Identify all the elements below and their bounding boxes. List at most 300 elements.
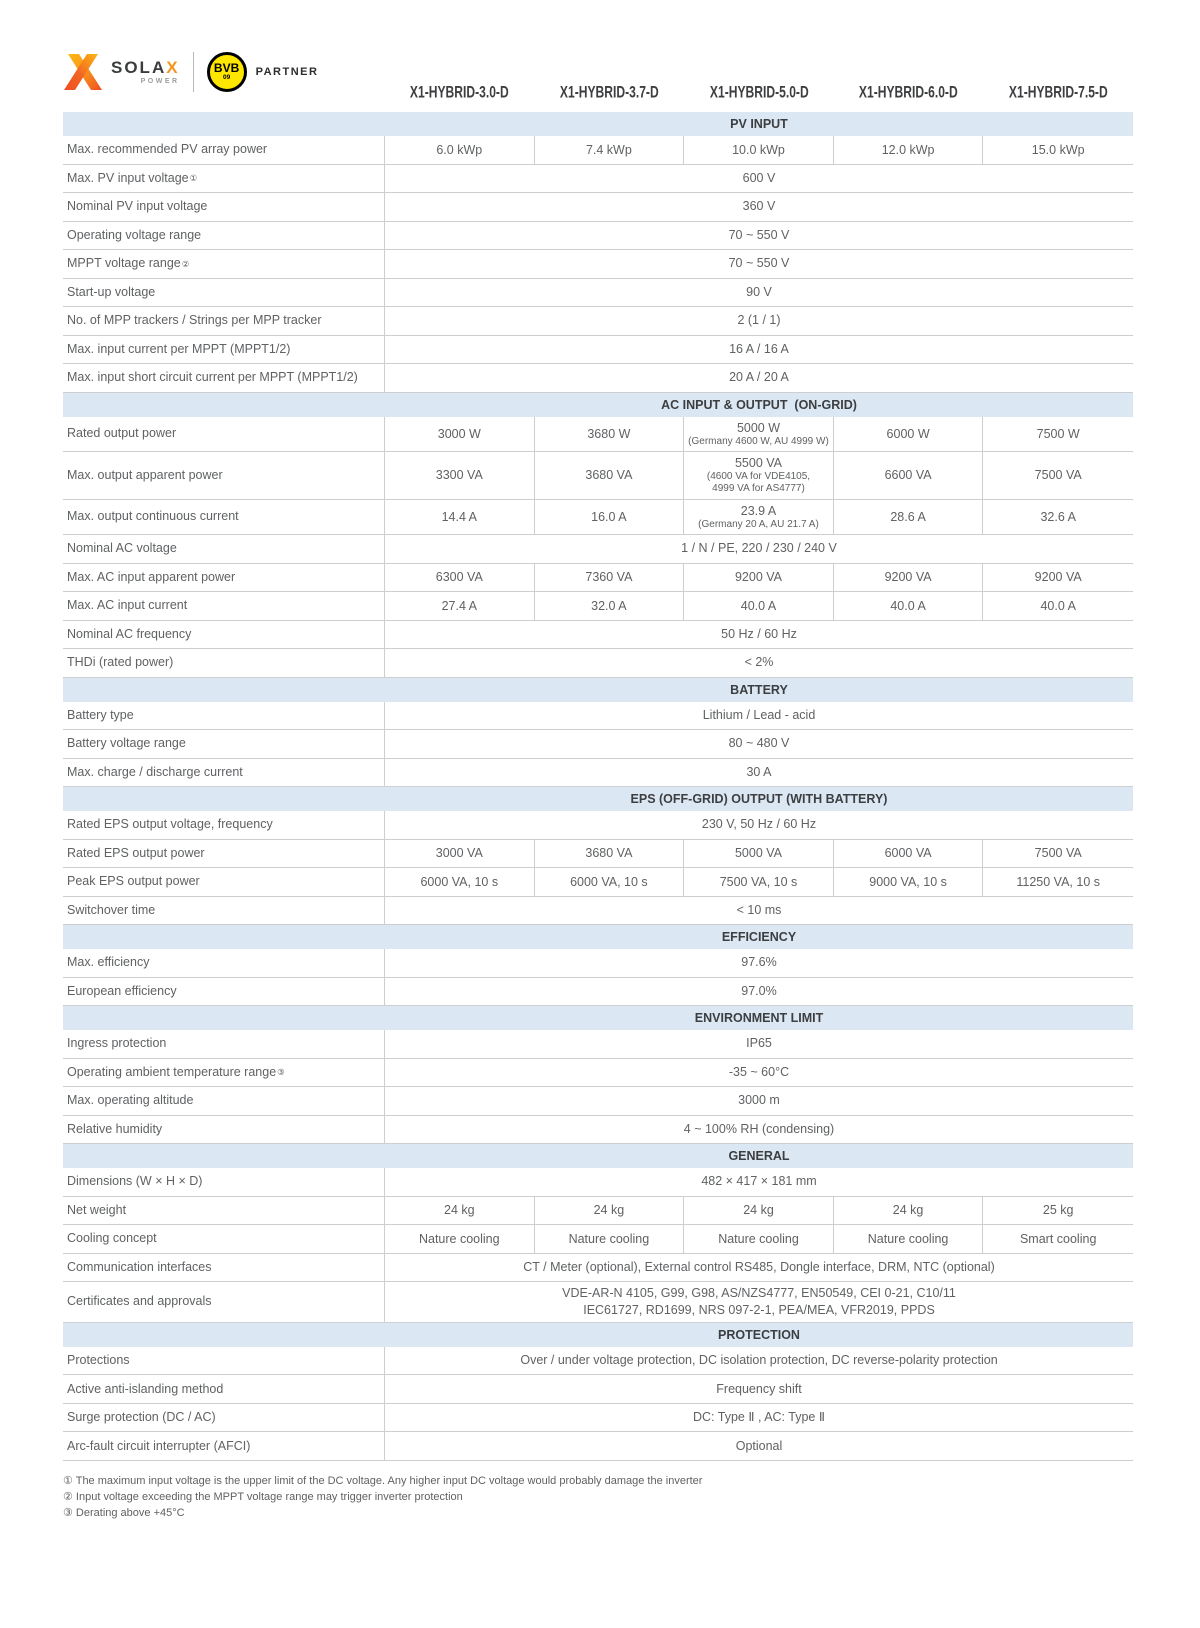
value-cell: [684, 1197, 834, 1225]
section-header-row: [63, 1323, 1133, 1347]
value-line: 4 ~ 100% RH (condensing): [683, 1121, 835, 1136]
row-label: [63, 1254, 385, 1282]
value-span-cell: [385, 759, 1133, 787]
value-cell: [983, 840, 1133, 868]
value-span-cell: [385, 1059, 1133, 1087]
row-label-text: Active anti-islanding method: [67, 1381, 224, 1396]
section-header-row: [63, 678, 1133, 702]
model-header-row: [63, 84, 1133, 102]
spec-row: [63, 897, 1133, 926]
value-cell: [535, 452, 685, 499]
value-line: 40.0 A: [890, 598, 926, 613]
value-cell: [535, 136, 685, 164]
value-line: 97.0%: [741, 983, 777, 998]
value-line: 6000 W: [886, 426, 930, 441]
value-cell: [834, 452, 984, 499]
value-cell: [535, 592, 685, 620]
row-label-text: Max. output apparent power: [67, 467, 223, 482]
row-label: [63, 417, 385, 451]
row-label: [63, 1432, 385, 1460]
value-cell: [385, 136, 535, 164]
spec-row: [63, 649, 1133, 678]
spec-row: [63, 1404, 1133, 1433]
value-cell: [983, 136, 1133, 164]
value-cell: [834, 868, 984, 896]
value-span-cell: [385, 1347, 1133, 1375]
row-label: [63, 222, 385, 250]
value-line: 6600 VA: [884, 468, 932, 483]
value-line: Frequency shift: [716, 1381, 802, 1396]
model-name: [834, 84, 984, 102]
value-cell: [535, 417, 685, 451]
value-span-cell: [385, 811, 1133, 839]
spec-row: [63, 1347, 1133, 1376]
bvb-year: 09: [222, 74, 231, 82]
spec-row: [63, 364, 1133, 393]
row-label-text: Rated EPS output voltage, frequency: [67, 817, 273, 832]
value-cell: [535, 1197, 685, 1225]
model-name: [385, 84, 535, 102]
spec-row: [63, 1087, 1133, 1116]
spec-row: [63, 535, 1133, 564]
row-label-text: Nominal AC frequency: [67, 626, 192, 641]
value-span-cell: [385, 1168, 1133, 1196]
row-label: [63, 592, 385, 620]
section-header-row: [63, 1006, 1133, 1030]
spec-row: [63, 500, 1133, 535]
value-subline: 4999 VA for AS4777): [712, 483, 805, 495]
value-cell: [385, 417, 535, 451]
spec-row: [63, 621, 1133, 650]
row-label: [63, 949, 385, 977]
value-line: 24 kg: [593, 1203, 625, 1218]
value-cell: [684, 500, 834, 534]
value-line: 5000 VA: [734, 846, 782, 861]
value-line: 3680 W: [587, 426, 631, 441]
row-label-text: Dimensions (W × H × D): [67, 1174, 203, 1189]
value-cell: [684, 136, 834, 164]
value-line: 70 ~ 550 V: [728, 256, 790, 271]
value-span-cell: [385, 978, 1133, 1006]
value-span-cell: [385, 1254, 1133, 1282]
value-line: 6000 VA, 10 s: [570, 874, 648, 889]
row-label: [63, 1225, 385, 1253]
value-line: 25 kg: [1042, 1203, 1074, 1218]
row-label: [63, 452, 385, 499]
value-line: 32.0 A: [591, 598, 627, 613]
value-cell: [684, 417, 834, 451]
value-line: 7500 W: [1036, 426, 1080, 441]
spec-row: [63, 592, 1133, 621]
row-label: [63, 1087, 385, 1115]
row-label-text: Certificates and approvals: [67, 1294, 212, 1309]
value-cell: [834, 1197, 984, 1225]
row-label: [63, 1168, 385, 1196]
section-header-label: EFFICIENCY: [721, 930, 797, 944]
value-cell: [834, 1225, 984, 1253]
row-label: Operating ambient temperature range ③: [63, 1059, 385, 1087]
row-label-text: Surge protection (DC / AC): [67, 1410, 216, 1424]
spec-content: [63, 84, 1133, 1522]
section-header-row: [63, 925, 1133, 949]
value-span-cell: [385, 621, 1133, 649]
value-line: 32.6 A: [1040, 509, 1076, 524]
row-label: [63, 500, 385, 534]
spec-row: [63, 1168, 1133, 1197]
spec-row: [63, 702, 1133, 731]
row-label: MPPT voltage range ②: [63, 250, 385, 278]
value-span-cell: [385, 702, 1133, 730]
value-line: 7500 VA, 10 s: [719, 874, 798, 889]
row-label: [63, 1404, 385, 1432]
value-line: 3000 W: [437, 426, 481, 441]
value-line: 3300 VA: [435, 468, 483, 483]
solax-power-text: POWER: [140, 78, 180, 85]
value-line: 15.0 kWp: [1031, 142, 1085, 157]
value-cell: [684, 564, 834, 592]
model-name-text: X1-HYBRID-3.0-D: [410, 83, 510, 102]
value-line: Nature cooling: [718, 1231, 799, 1246]
value-cell: [983, 500, 1133, 534]
value-line: 27.4 A: [441, 598, 478, 613]
row-label-text: Max. operating altitude: [67, 1093, 194, 1108]
value-span-cell: [385, 336, 1133, 364]
value-cell: [535, 564, 685, 592]
value-line: Lithium / Lead - acid: [702, 707, 816, 722]
model-name: [535, 84, 685, 102]
spec-row: [63, 1059, 1133, 1088]
spec-row: [63, 136, 1133, 165]
value-span-cell: [385, 1087, 1133, 1115]
value-line: 2 (1 / 1): [737, 313, 781, 328]
section-header-row: [63, 787, 1133, 811]
value-span-cell: [385, 307, 1133, 335]
spec-row: [63, 759, 1133, 788]
row-label: [63, 1375, 385, 1403]
row-label-text: Max. recommended PV array power: [67, 142, 268, 157]
row-label: [63, 535, 385, 563]
value-line: Nature cooling: [568, 1231, 650, 1246]
spec-row: [63, 840, 1133, 869]
value-span-cell: [385, 1375, 1133, 1403]
spec-row: [63, 336, 1133, 365]
value-cell: [983, 1197, 1133, 1225]
section-header-row: [63, 112, 1133, 136]
value-line: 97.6%: [741, 955, 777, 970]
row-label: [63, 621, 385, 649]
row-label-text: Max. charge / discharge current: [67, 764, 243, 779]
value-span-cell: [385, 535, 1133, 563]
section-header-label: EPS (OFF-GRID) OUTPUT (WITH BATTERY): [630, 792, 888, 806]
spec-row: [63, 949, 1133, 978]
value-line: 6300 VA: [435, 570, 483, 585]
value-line: CT / Meter (optional), External control RS485, Dongle interface, DRM, NTC (optional): [523, 1259, 995, 1274]
value-line: 40.0 A: [1040, 598, 1076, 613]
value-line: 70 ~ 550 V: [728, 227, 790, 242]
row-label-text: Operating voltage range: [67, 227, 202, 242]
row-label: [63, 897, 385, 925]
value-cell: [684, 840, 834, 868]
row-label: [63, 1197, 385, 1225]
row-label-text: Arc-fault circuit interrupter (AFCI): [67, 1438, 251, 1453]
footnote-line: ② Input voltage exceeding the MPPT voltage range may trigger inverter protection: [63, 1490, 463, 1503]
solax-wordmark: [111, 59, 180, 85]
spec-row: [63, 1030, 1133, 1059]
value-line: 3680 VA: [585, 846, 633, 861]
row-label-text: Rated output power: [67, 426, 177, 441]
value-cell: [834, 417, 984, 451]
value-line: 6.0 kWp: [436, 142, 483, 157]
value-line: 600 V: [742, 170, 776, 185]
value-cell: [983, 1225, 1133, 1253]
row-label: [63, 811, 385, 839]
value-line: 14.4 A: [441, 509, 478, 524]
value-line: 90 V: [746, 284, 772, 299]
value-cell: [834, 564, 984, 592]
row-label-text: European efficiency: [67, 983, 177, 998]
row-label-text: Rated EPS output power: [67, 845, 205, 860]
spec-row: [63, 1375, 1133, 1404]
value-span-cell: [385, 222, 1133, 250]
value-line: 20 A / 20 A: [729, 370, 789, 385]
spec-row: [63, 978, 1133, 1007]
value-line: IEC61727, RD1699, NRS 097-2-1, PEA/MEA, VFR2019, PPDS: [583, 1302, 935, 1317]
row-label-text: MPPT voltage range: [67, 256, 181, 271]
row-label-text: Max. AC input apparent power: [67, 569, 236, 584]
value-cell: [385, 1197, 535, 1225]
value-span-cell: [385, 250, 1133, 278]
row-label-text: Max. PV input voltage: [67, 170, 189, 185]
value-line: Smart cooling: [1019, 1231, 1097, 1246]
value-line: 28.6 A: [890, 509, 926, 524]
value-cell: [834, 840, 984, 868]
row-label: [63, 279, 385, 307]
row-label-text: Protections: [67, 1353, 130, 1367]
value-line: 40.0 A: [740, 598, 777, 613]
spec-row: [63, 1225, 1133, 1254]
value-line: 24 kg: [743, 1203, 774, 1218]
spec-row: [63, 564, 1133, 593]
solax-brand-text: SOLA: [111, 58, 167, 77]
value-span-cell: [385, 165, 1133, 193]
value-line: 6000 VA, 10 s: [420, 874, 499, 889]
value-cell: [834, 592, 984, 620]
value-span-cell: [385, 279, 1133, 307]
section-header-label: ENVIRONMENT LIMIT: [694, 1011, 824, 1025]
row-label-text: Start-up voltage: [67, 284, 156, 299]
value-line: 3000 m: [738, 1093, 780, 1108]
value-cell: [385, 452, 535, 499]
spec-row: [63, 417, 1133, 452]
row-label-text: Max. input current per MPPT (MPPT1/2): [67, 341, 291, 356]
row-label: Max. PV input voltage ①: [63, 165, 385, 193]
spec-row: [63, 250, 1133, 279]
value-span-cell: [385, 364, 1133, 392]
section-header-label: BATTERY: [730, 682, 788, 697]
value-line: 16.0 A: [591, 509, 627, 524]
spec-row: [63, 1116, 1133, 1145]
section-header-row: [63, 1144, 1133, 1168]
value-cell: [983, 452, 1133, 499]
row-label-text: Ingress protection: [67, 1036, 167, 1051]
value-line: 12.0 kWp: [881, 142, 935, 157]
value-line: 5000 W: [736, 420, 781, 435]
spec-row: [63, 1432, 1133, 1461]
section-header-row: [63, 393, 1133, 417]
value-cell: [535, 840, 685, 868]
model-name-text: X1-HYBRID-7.5-D: [1008, 83, 1108, 102]
value-line: 10.0 kWp: [732, 142, 785, 157]
row-label-text: Battery type: [67, 707, 134, 722]
bvb-letters: BVB: [213, 61, 240, 76]
value-line: 1 / N / PE, 220 / 230 / 240 V: [681, 541, 837, 556]
footnote-line: ① The maximum input voltage is the upper limit of the DC voltage. Any higher input DC voltage would probably damage the inverter: [63, 1474, 703, 1487]
row-label-text: No. of MPP trackers / Strings per MPP tracker: [67, 313, 322, 328]
value-cell: [385, 564, 535, 592]
value-line: 9200 VA: [734, 570, 782, 585]
value-line: 16 A / 16 A: [729, 341, 789, 356]
value-span-cell: [385, 949, 1133, 977]
value-cell: [834, 136, 984, 164]
value-line: 24 kg: [444, 1203, 475, 1218]
footnotes: [63, 1474, 1133, 1522]
value-cell: [684, 1225, 834, 1253]
value-cell: [385, 1225, 535, 1253]
row-label: [63, 1116, 385, 1144]
value-line: -35 ~ 60°C: [728, 1064, 790, 1079]
spec-row: [63, 222, 1133, 251]
row-label: [63, 193, 385, 221]
value-span-cell: [385, 649, 1133, 677]
spec-table: [63, 112, 1133, 1461]
spec-row: [63, 307, 1133, 336]
value-line: 7.4 kWp: [585, 142, 632, 157]
row-label-text: Max. output continuous current: [67, 509, 239, 524]
value-span-cell: [385, 1404, 1133, 1432]
spec-row: [63, 811, 1133, 840]
model-name: [983, 84, 1133, 102]
value-line: 30 A: [746, 764, 772, 779]
spec-row: [63, 165, 1133, 194]
footnote-line: ③ Derating above +45°C: [63, 1506, 185, 1519]
row-label: [63, 702, 385, 730]
row-label-text: Battery voltage range: [67, 736, 186, 751]
value-cell: [385, 500, 535, 534]
spec-row: [63, 868, 1133, 897]
value-line: 11250 VA, 10 s: [1016, 874, 1100, 889]
value-line: IP65: [746, 1036, 772, 1051]
row-label: [63, 336, 385, 364]
row-label-text: Peak EPS output power: [67, 874, 200, 889]
row-label: [63, 868, 385, 896]
row-label-text: Relative humidity: [67, 1121, 163, 1136]
value-span-cell: [385, 730, 1133, 758]
row-label-text: Cooling concept: [67, 1231, 157, 1246]
row-label-text: Nominal AC voltage: [67, 541, 177, 556]
section-header-label: AC INPUT & OUTPUT (ON-GRID): [661, 397, 857, 412]
section-header-label: PV INPUT: [730, 117, 788, 131]
section-header-label: PROTECTION: [718, 1327, 800, 1342]
value-line: 360 V: [742, 199, 776, 214]
row-label: [63, 1030, 385, 1058]
row-label: [63, 364, 385, 392]
value-cell: [983, 417, 1133, 451]
value-span-cell: [385, 1116, 1133, 1144]
value-line: Over / under voltage protection, DC isolation protection, DC reverse-polarity protection: [520, 1353, 998, 1368]
model-name-text: X1-HYBRID-6.0-D: [859, 83, 958, 102]
value-line: 80 ~ 480 V: [728, 736, 790, 751]
row-label: [63, 978, 385, 1006]
partner-label: PARTNER: [255, 66, 319, 78]
row-label-text: THDi (rated power): [67, 655, 174, 670]
value-cell: [684, 592, 834, 620]
spec-row: [63, 730, 1133, 759]
row-label: [63, 307, 385, 335]
value-line: 23.9 A: [740, 503, 777, 518]
value-subline: (Germany 20 A, AU 21.7 A): [698, 518, 819, 530]
value-line: Optional: [735, 1438, 783, 1453]
value-cell: [983, 592, 1133, 620]
row-label-text: Max. efficiency: [67, 955, 150, 970]
spec-row: [63, 1282, 1133, 1323]
value-subline: (4600 VA for VDE4105,: [706, 471, 811, 483]
value-cell: [535, 868, 685, 896]
row-label: [63, 1347, 385, 1375]
model-name-text: X1-HYBRID-3.7-D: [560, 83, 659, 102]
value-line: 9200 VA: [884, 570, 932, 585]
value-line: 3000 VA: [435, 846, 483, 861]
spec-row: [63, 1254, 1133, 1283]
solax-brand-x: X: [166, 58, 180, 77]
row-label: [63, 730, 385, 758]
value-cell: [385, 868, 535, 896]
row-label-text: Switchover time: [67, 902, 156, 917]
value-span-cell: [385, 1030, 1133, 1058]
value-line: DC: Type Ⅱ , AC: Type Ⅱ: [692, 1410, 826, 1425]
value-line: < 2%: [744, 655, 774, 670]
value-line: 6000 VA: [884, 846, 932, 861]
value-span-cell: [385, 1282, 1133, 1322]
value-line: < 10 ms: [736, 902, 782, 917]
value-span-cell: [385, 1432, 1133, 1460]
spec-row: [63, 279, 1133, 308]
row-label: [63, 840, 385, 868]
model-header-spacer: [63, 84, 385, 102]
value-line: Nature cooling: [418, 1231, 500, 1246]
value-cell: [983, 564, 1133, 592]
value-cell: [535, 500, 685, 534]
value-line: Nature cooling: [867, 1231, 949, 1246]
value-line: 7500 VA: [1034, 846, 1082, 861]
model-name-text: X1-HYBRID-5.0-D: [709, 83, 809, 102]
value-cell: [385, 592, 535, 620]
row-label-text: Operating ambient temperature range: [67, 1064, 277, 1079]
row-label: [63, 649, 385, 677]
value-cell: [385, 840, 535, 868]
spec-row: [63, 1197, 1133, 1226]
value-line: 50 Hz / 60 Hz: [721, 626, 797, 641]
value-cell: [535, 1225, 685, 1253]
row-label-text: Net weight: [67, 1202, 127, 1217]
row-label-text: Nominal PV input voltage: [67, 199, 208, 214]
spec-row: [63, 193, 1133, 222]
row-label-text: Max. input short circuit current per MPPT (MPPT1/2): [67, 370, 358, 385]
value-span-cell: [385, 897, 1133, 925]
value-line: 5500 VA: [734, 455, 782, 470]
row-label: [63, 136, 385, 164]
value-line: 7500 VA: [1034, 468, 1082, 483]
value-line: 9200 VA: [1034, 570, 1082, 585]
